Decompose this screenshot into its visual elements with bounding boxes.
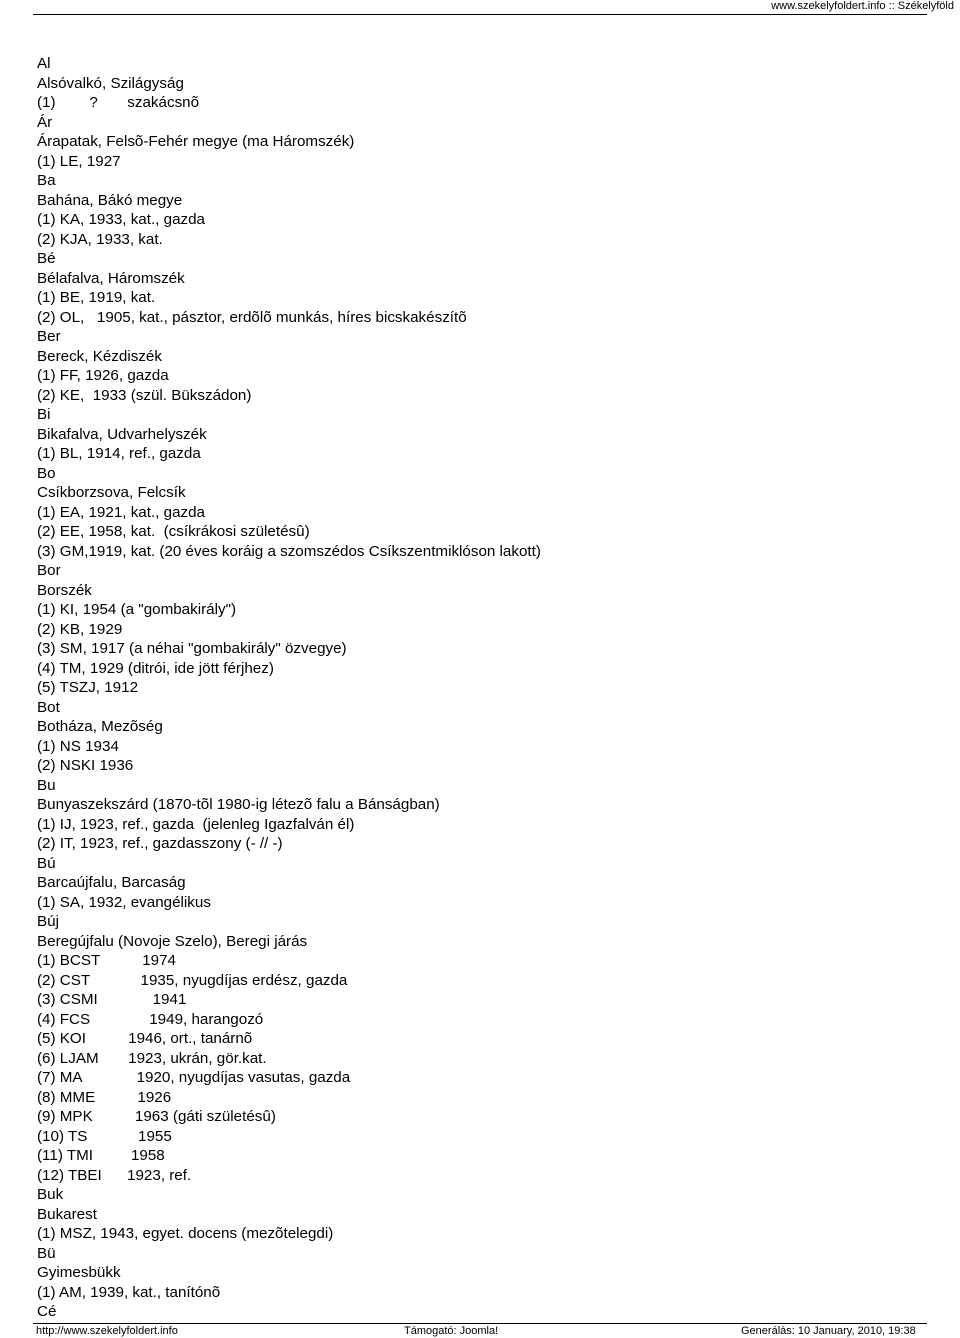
text-line: Ber	[37, 328, 61, 345]
text-line: (2) EE, 1958, kat. (csíkrákosi születésû)	[37, 523, 310, 540]
text-line: Barcaújfalu, Barcaság	[37, 874, 186, 891]
text-line: Csíkborzsova, Felcsík	[37, 484, 186, 501]
text-line: (1) BCST 1974	[37, 952, 176, 969]
text-line: Al	[37, 55, 51, 72]
text-line: (7) MA 1920, nyugdíjas vasutas, gazda	[37, 1069, 351, 1086]
text-line: (4) TM, 1929 (ditrói, ide jött férjhez)	[37, 659, 274, 677]
text-line: (3) CSMI 1941	[37, 991, 187, 1008]
text-line: (3) GM,1919, kat. (20 éves koráig a szomszédos Csíkszentmiklóson lakott)	[37, 542, 541, 560]
text-line: Bor	[37, 562, 61, 579]
text-line: (1) AM, 1939, kat., tanítónõ	[37, 1283, 221, 1301]
text-line: (5) TSZJ, 1912	[37, 679, 139, 696]
text-line: (8) MME 1926	[37, 1088, 172, 1106]
text-line: (1) KI, 1954 (a "gombakirály")	[37, 601, 237, 618]
text-line: Borszék	[37, 581, 92, 599]
footer-url-link[interactable]: http://www.szekelyfoldert.info	[36, 1325, 178, 1337]
text-line: (11) TMI 1958	[37, 1147, 165, 1164]
text-line: (2) KE, 1933 (szül. Bükszádon)	[37, 386, 252, 404]
text-line: Cé	[37, 1303, 57, 1320]
text-line: Alsóvalkó, Szilágyság	[37, 74, 184, 92]
footer-sponsor: Támogató: Joomla!	[404, 1325, 499, 1337]
footer-divider	[33, 1323, 927, 1324]
text-line: (4) FCS 1949, harangozó	[37, 1010, 264, 1028]
text-line: (1) FF, 1926, gazda	[37, 367, 169, 384]
text-line: Bé	[37, 250, 56, 267]
text-line: (2) KB, 1929	[37, 620, 123, 638]
text-line: Beregújfalu (Novoje Szelo), Beregi járás	[37, 932, 308, 950]
text-line: Bu	[37, 776, 56, 794]
text-line: Búj	[37, 913, 59, 930]
text-line: (2) IT, 1923, ref., gazdasszony (- // -)	[37, 835, 283, 852]
text-line: (1) NS 1934	[37, 737, 119, 755]
text-line: (2) NSKI 1936	[37, 757, 134, 774]
text-line: Bü	[37, 1244, 56, 1262]
header-site-title: www.szekelyfoldert.info :: Székelyföld	[771, 0, 954, 12]
text-line: (3) SM, 1917 (a néhai "gombakirály" özvegye)	[37, 640, 347, 657]
text-line: Bikafalva, Udvarhelyszék	[37, 425, 207, 443]
document-body	[37, 54, 541, 1322]
text-line: Bahána, Bákó megye	[37, 191, 183, 209]
text-line: (2) CST 1935, nyugdíjas erdész, gazda	[37, 971, 348, 989]
text-line: (1) IJ, 1923, ref., gazda (jelenleg Igazfalván él)	[37, 815, 355, 833]
text-line: (1) ? szakácsnõ	[37, 94, 200, 111]
text-line: Árapatak, Felsõ-Fehér megye (ma Háromszék)	[37, 133, 355, 150]
text-line: (2) KJA, 1933, kat.	[37, 230, 163, 248]
text-line: (1) BL, 1914, ref., gazda	[37, 445, 201, 462]
text-line: (1) KA, 1933, kat., gazda	[37, 211, 206, 228]
text-line: (9) MPK 1963 (gáti születésû)	[37, 1108, 276, 1125]
text-line: Bú	[37, 854, 56, 872]
text-line: Bereck, Kézdiszék	[37, 347, 162, 365]
header-divider	[33, 14, 927, 15]
text-line: (5) KOI 1946, ort., tanárnõ	[37, 1030, 253, 1047]
text-line: (1) BE, 1919, kat.	[37, 289, 156, 306]
text-line: Bukarest	[37, 1205, 97, 1223]
text-line: Bo	[37, 464, 56, 482]
text-line: (1) SA, 1932, evangélikus	[37, 893, 211, 911]
footer-generated-timestamp: Generálás: 10 January, 2010, 19:38	[741, 1325, 916, 1337]
text-line: (2) OL, 1905, kat., pásztor, erdõlõ munkás, híres bicskakészítõ	[37, 308, 467, 326]
text-line: Bélafalva, Háromszék	[37, 269, 185, 287]
text-line: Gyimesbükk	[37, 1264, 121, 1281]
text-line: (1) LE, 1927	[37, 152, 121, 170]
text-line: Bunyaszekszárd (1870-tõl 1980-ig létezõ falu a Bánságban)	[37, 796, 440, 813]
text-line: Buk	[37, 1186, 64, 1203]
text-line: Botháza, Mezõség	[37, 718, 163, 735]
text-line: Bi	[37, 406, 51, 423]
text-line: Ba	[37, 172, 56, 189]
text-line: Ár	[37, 113, 53, 131]
text-line: Bot	[37, 698, 60, 716]
text-line: (6) LJAM 1923, ukrán, gör.kat.	[37, 1049, 267, 1067]
text-line: (10) TS 1955	[37, 1127, 172, 1145]
text-line: (12) TBEI 1923, ref.	[37, 1166, 192, 1184]
text-line: (1) EA, 1921, kat., gazda	[37, 503, 206, 521]
text-line: (1) MSZ, 1943, egyet. docens (mezõtelegdi)	[37, 1225, 334, 1242]
